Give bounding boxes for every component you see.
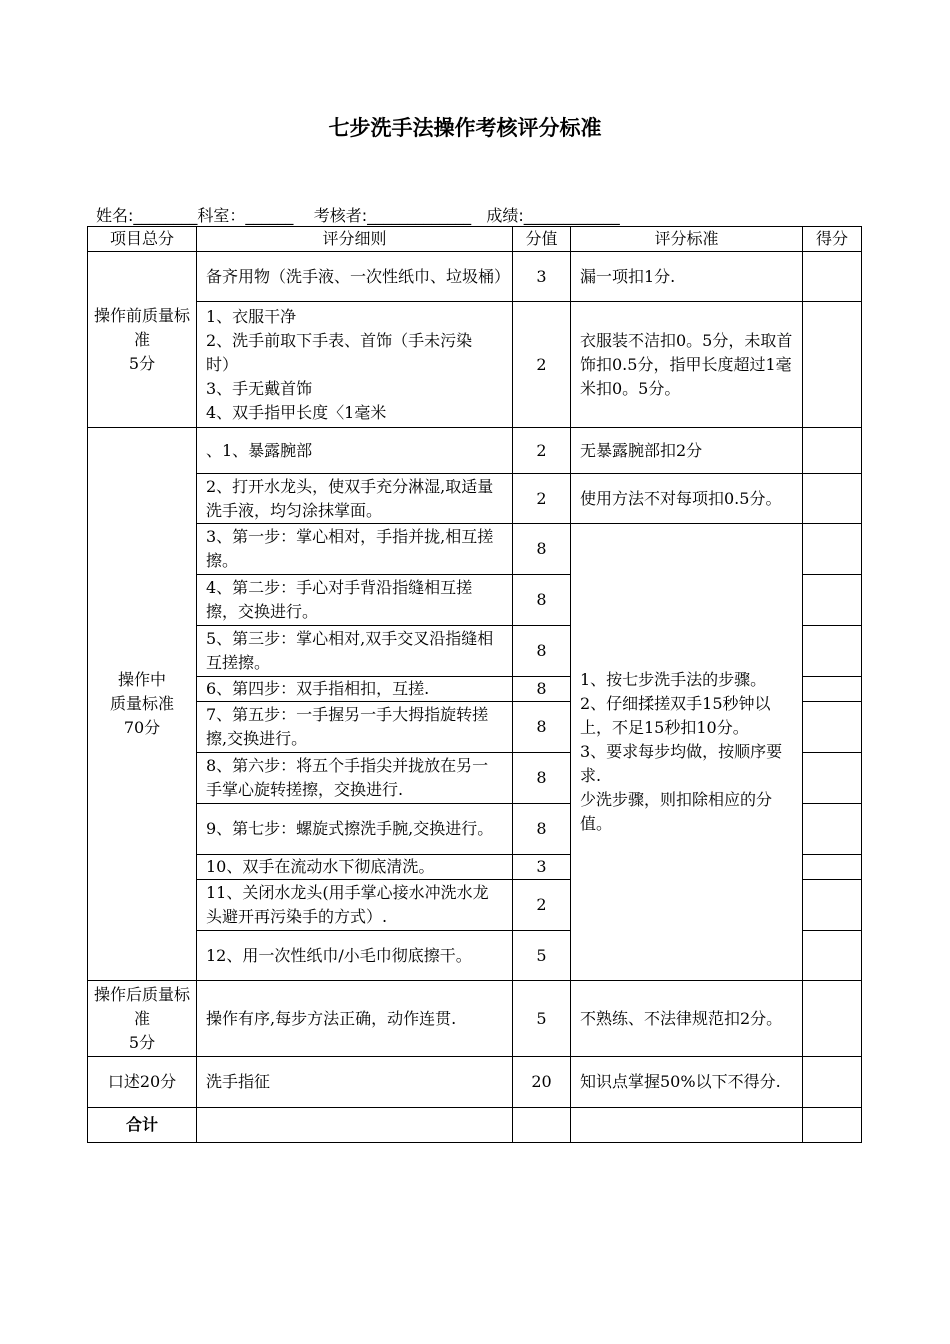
total-label: 合计: [88, 1108, 197, 1143]
row-score: 5: [513, 981, 571, 1057]
header-criteria: 评分标准: [571, 227, 803, 252]
header-category: 项目总分: [88, 227, 197, 252]
total-result-cell[interactable]: [803, 1108, 862, 1143]
steps-criteria: 1、按七步洗手法的步骤。 2、仔细揉搓双手15秒钟以上，不足15秒扣10分。 3、要求每步均做，按顺序要求. 少洗步骤，则扣除相应的分值。: [571, 524, 803, 981]
row-score: 2: [513, 302, 571, 428]
table-row: [88, 428, 862, 474]
row-score: 3: [513, 252, 571, 302]
row-score: 2: [513, 880, 571, 931]
row-detail: 备齐用物（洗手液、一次性纸巾、垃圾桶）: [197, 252, 513, 302]
row-score: 5: [513, 931, 571, 981]
header-result: 得分: [803, 227, 862, 252]
row-detail: 8、第六步：将五个手指尖并拢放在另一手掌心旋转搓擦，交换进行.: [197, 753, 513, 804]
total-row: [88, 1108, 862, 1143]
row-criteria: 不熟练、不法律规范扣2分。: [571, 981, 803, 1057]
row-criteria: 知识点掌握50%以下不得分.: [571, 1057, 803, 1108]
score-cell[interactable]: [803, 428, 862, 474]
row-detail: 12、用一次性纸巾/小毛巾彻底擦干。: [197, 931, 513, 981]
examinee-info-line: 姓名:________科室：______ 考核者:_____________ 成绩:____________: [96, 206, 620, 225]
row-detail: 4、第二步：手心对手背沿指缝相互搓擦，交换进行。: [197, 575, 513, 626]
table-row: [88, 524, 862, 575]
score-cell[interactable]: [803, 880, 862, 931]
table-row: [88, 302, 862, 428]
row-score: 8: [513, 804, 571, 855]
score-cell[interactable]: [803, 1057, 862, 1108]
header-detail: 评分细则: [197, 227, 513, 252]
page-title: 七步洗手法操作考核评分标准: [328, 116, 602, 140]
row-score: 2: [513, 474, 571, 524]
row-score: 2: [513, 428, 571, 474]
row-detail: 10、双手在流动水下彻底清洗。: [197, 855, 513, 880]
table-row: [88, 981, 862, 1057]
score-cell[interactable]: [803, 626, 862, 677]
total-criteria-cell: [571, 1108, 803, 1143]
row-criteria: 衣服装不洁扣0。5分，未取首饰扣0.5分，指甲长度超过1毫米扣0。5分。: [571, 302, 803, 428]
row-score: 3: [513, 855, 571, 880]
row-detail: 6、第四步：双手指相扣，互搓.: [197, 677, 513, 702]
row-score: 8: [513, 524, 571, 575]
score-cell[interactable]: [803, 524, 862, 575]
row-detail: 、1、暴露腕部: [197, 428, 513, 474]
score-cell[interactable]: [803, 575, 862, 626]
row-score: 8: [513, 575, 571, 626]
table-row: [88, 1057, 862, 1108]
score-cell[interactable]: [803, 981, 862, 1057]
row-score: 20: [513, 1057, 571, 1108]
row-detail: 3、第一步：掌心相对，手指并拢,相互搓擦。: [197, 524, 513, 575]
total-score-cell: [513, 1108, 571, 1143]
row-detail: 2、打开水龙头，使双手充分淋湿,取适量洗手液，均匀涂抹掌面。: [197, 474, 513, 524]
total-detail-cell: [197, 1108, 513, 1143]
score-cell[interactable]: [803, 855, 862, 880]
section-post-category: 操作后质量标准 5分: [88, 981, 197, 1057]
row-detail: 操作有序,每步方法正确，动作连贯.: [197, 981, 513, 1057]
row-detail: 9、第七步：螺旋式擦洗手腕,交换进行。: [197, 804, 513, 855]
score-cell[interactable]: [803, 252, 862, 302]
section-oral-category: 口述20分: [88, 1057, 197, 1108]
row-detail: 7、第五步：一手握另一手大拇指旋转搓擦,交换进行。: [197, 702, 513, 753]
section-during-category: 操作中 质量标准 70分: [88, 428, 197, 981]
table-header-row: [88, 227, 862, 252]
row-score: 8: [513, 702, 571, 753]
table-row: [88, 252, 862, 302]
score-cell[interactable]: [803, 302, 862, 428]
score-cell[interactable]: [803, 804, 862, 855]
row-score: 8: [513, 753, 571, 804]
row-score: 8: [513, 677, 571, 702]
score-cell[interactable]: [803, 677, 862, 702]
header-score: 分值: [513, 227, 571, 252]
row-detail: 5、第三步：掌心相对,双手交叉沿指缝相互搓擦。: [197, 626, 513, 677]
score-cell[interactable]: [803, 702, 862, 753]
row-criteria: 使用方法不对每项扣0.5分。: [571, 474, 803, 524]
row-score: 8: [513, 626, 571, 677]
row-detail: 11、关闭水龙头(用手掌心接水冲洗水龙头避开再污染手的方式）.: [197, 880, 513, 931]
section-pre-category: 操作前质量标准 5分: [88, 252, 197, 428]
score-cell[interactable]: [803, 931, 862, 981]
row-criteria: 无暴露腕部扣2分: [571, 428, 803, 474]
row-criteria: 漏一项扣1分.: [571, 252, 803, 302]
score-cell[interactable]: [803, 474, 862, 524]
row-detail: 洗手指征: [197, 1057, 513, 1108]
scoring-table: [87, 226, 862, 1143]
row-detail: 1、衣服干净 2、洗手前取下手表、首饰（手未污染时） 3、手无戴首饰 4、双手指甲长度〈1毫米: [197, 302, 513, 428]
table-row: [88, 474, 862, 524]
score-cell[interactable]: [803, 753, 862, 804]
